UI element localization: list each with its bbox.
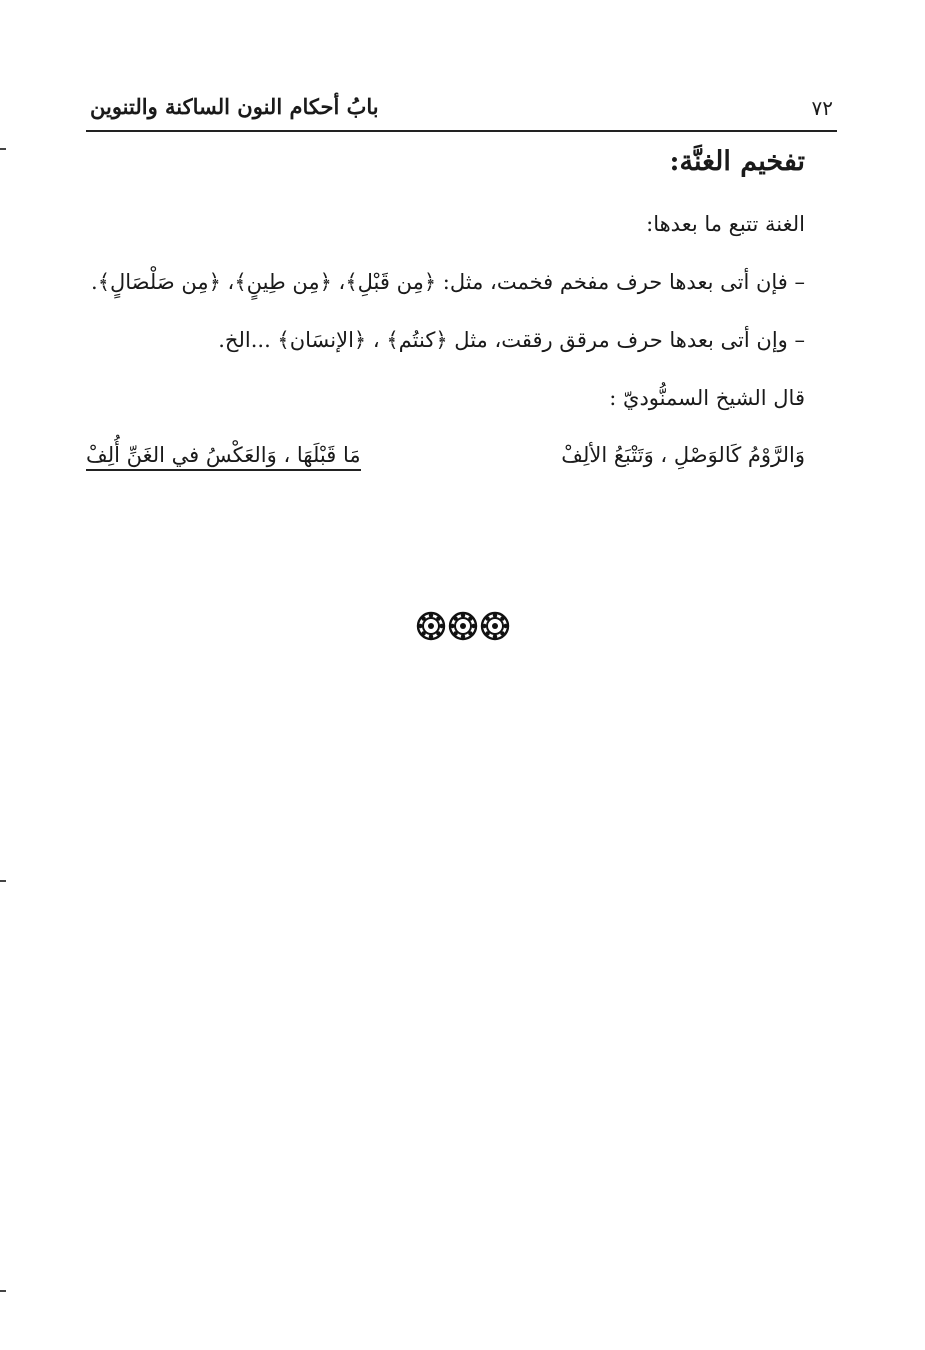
scan-edge-mark (0, 148, 6, 150)
bullet-paragraph-softened: – وإن أتى بعدها حرف مرقق رققت، مثل ﴿كنتُم﴾ ، ﴿الإنسَان﴾ ...الخ. (218, 328, 805, 352)
poem-verse (86, 429, 805, 487)
verse-second-hemistich: مَا قَبْلَهَا ، وَالعَكْسُ في الغَنِّ أُلِفْ (86, 443, 361, 471)
triple-rosette-ornament-icon (0, 610, 925, 646)
bullet-paragraph-emphasized: – فإن أتى بعدها حرف مفخم فخمت، مثل: ﴿مِن قَبْلِ﴾، ﴿مِن طِينٍ﴾، ﴿مِن صَلْصَالٍ﴾. (91, 270, 805, 294)
intro-paragraph: الغنة تتبع ما بعدها: (646, 212, 805, 236)
quote-attribution: قال الشيخ السمنُّوديّ : (609, 386, 805, 410)
page-content (86, 140, 805, 487)
chapter-title: بابُ أحكام النون الساكنة والتنوين (90, 94, 379, 119)
page-number: ٧٢ (811, 96, 833, 120)
running-header (86, 90, 837, 132)
verse-first-hemistich: وَالرَّوْمُ كَالوَصْلِ ، وَتَتْبَعُ الألِفْ (561, 443, 805, 467)
scan-edge-mark (0, 1290, 6, 1292)
scan-edge-mark (0, 880, 6, 882)
section-heading: تفخيم الغنَّة: (669, 146, 805, 177)
